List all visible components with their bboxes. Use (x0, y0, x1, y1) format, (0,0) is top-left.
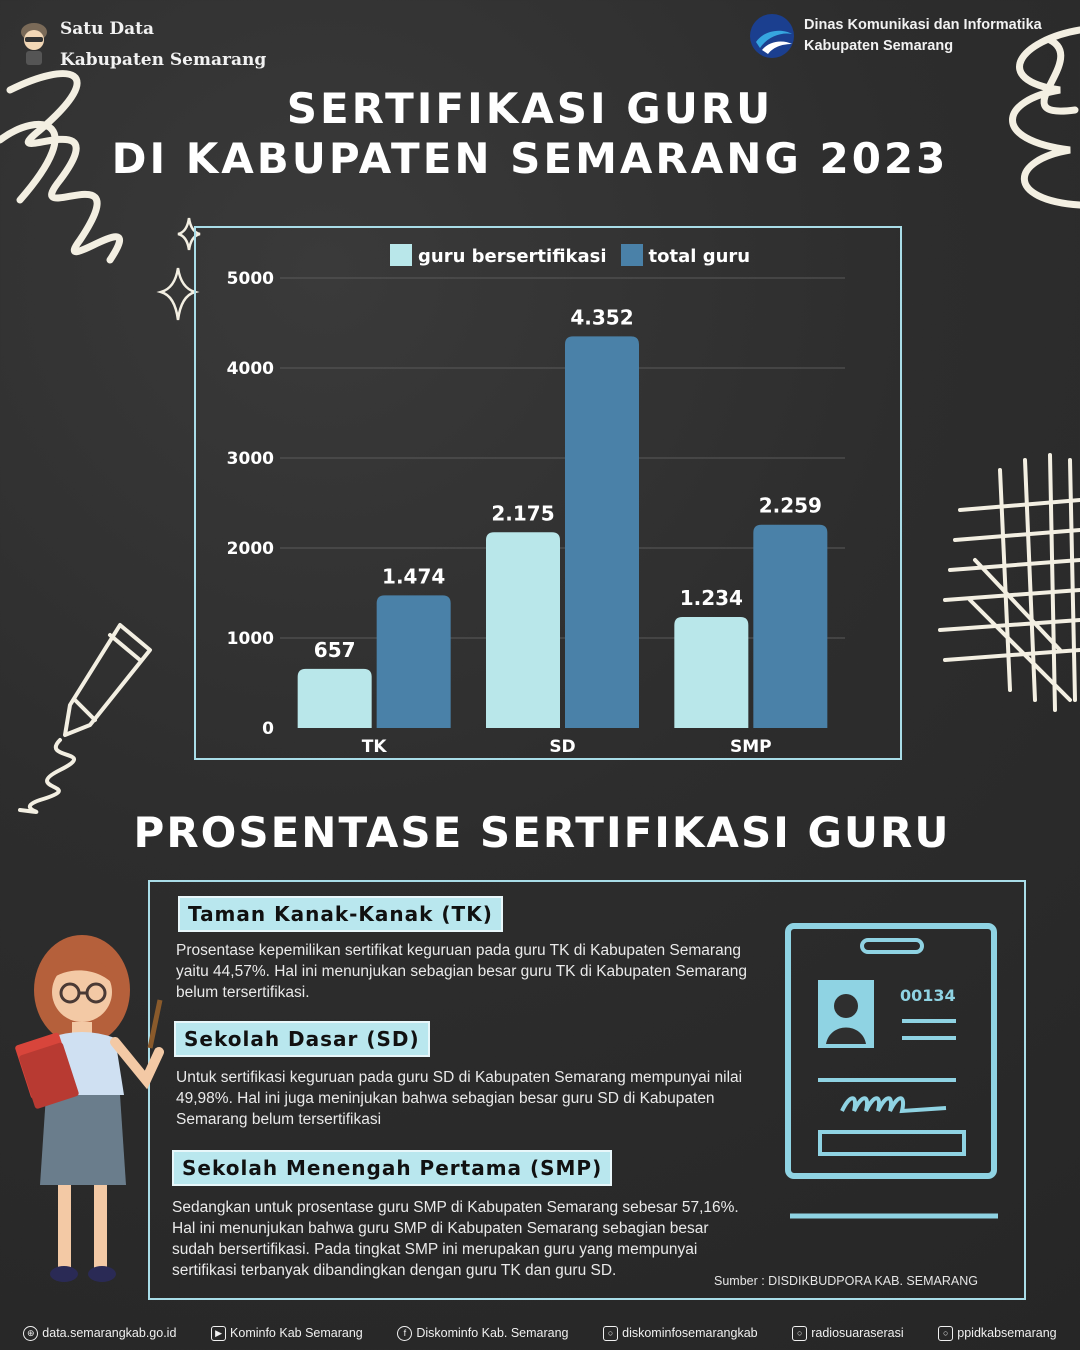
source-note: Sumber : DISDIKBUDPORA KAB. SEMARANG (714, 1274, 978, 1288)
text-sd: Untuk sertifikasi keguruan pada guru SD di Kabupaten Semarang mempunyai nilai 49,98%. Hal ini juga meninjukan bahwa sebagian besar guru SD di Kabupaten Semarang belum tersertifikasi (176, 1069, 743, 1128)
text-tk: Prosentase kepemilikan sertifikat keguruan pada guru TK di Kabupaten Semarang yaitu 44,57%. Hal ini menunjukan sebagian besar guru TK di Kabupaten Semarang belum tersertifikasi. (176, 942, 748, 1001)
heading-smp: Sekolah Menengah Pertama (SMP) (172, 1150, 612, 1186)
instagram-icon: ○ (603, 1326, 618, 1341)
id-card-number: 00134 (900, 986, 956, 1005)
brand-right-line1: Dinas Komunikasi dan Informatika (804, 17, 1042, 33)
heading-tk: Taman Kanak-Kanak (TK) (178, 896, 503, 932)
bar-total-tk (377, 595, 451, 728)
bar-certified-sd (486, 532, 560, 728)
brand-left-line2: Kabupaten Semarang (60, 50, 267, 70)
text-smp: Sedangkan untuk prosentase guru SMP di Kabupaten Semarang sebesar 57,16%. Hal ini menunjukan bahwa guru SMP di Kabupaten Semarang sebagian besar sudah bersertifikasi. Pada tingkat SMP ini merupakan guru yang mempunyai sertifikasi terbanyak dibandingkan dengan guru TK dan guru SD. (172, 1199, 739, 1279)
facebook-icon: f (397, 1326, 412, 1341)
section-title: PROSENTASE SERTIFIKASI GURU (133, 808, 951, 857)
brand-right-line2: Kabupaten Semarang (804, 38, 954, 54)
bar-total-sd (565, 336, 639, 728)
data-label: 2.175 (491, 501, 555, 526)
instagram-icon: ○ (792, 1326, 807, 1341)
y-tick-label: 1000 (226, 629, 274, 649)
bar-certified-tk (298, 669, 372, 728)
data-label: 1.234 (679, 585, 743, 610)
heading-sd: Sekolah Dasar (SD) (174, 1021, 430, 1057)
data-label: 4.352 (570, 305, 634, 330)
data-label: 1.474 (382, 564, 446, 589)
bar-certified-smp (674, 617, 748, 728)
youtube-icon: ▶ (211, 1326, 226, 1341)
x-tick-label: SMP (730, 737, 772, 757)
y-tick-label: 0 (262, 719, 274, 739)
footer-instagram-radio[interactable]: ○ radiosuaraserasi (792, 1326, 903, 1341)
footer-instagram-ppid[interactable]: ○ ppidkabsemarang (938, 1326, 1056, 1341)
footer-youtube[interactable]: ▶ Kominfo Kab Semarang (211, 1326, 363, 1341)
bar-total-smp (753, 525, 827, 728)
x-tick-label: SD (549, 737, 576, 757)
teacher-illustration (14, 930, 174, 1300)
y-tick-label: 3000 (226, 449, 274, 469)
legend-label-total: total guru (648, 246, 751, 267)
footer-website[interactable]: ⊕ data.semarangkab.go.id (23, 1326, 176, 1341)
title-line1: SERTIFIKASI GURU (286, 84, 774, 133)
instagram-icon: ○ (938, 1326, 953, 1341)
y-tick-label: 4000 (226, 359, 274, 379)
footer-instagram-diskominfo[interactable]: ○ diskominfosemarangkab (603, 1326, 758, 1341)
data-label: 2.259 (758, 493, 822, 518)
title-line2: DI KABUPATEN SEMARANG 2023 (111, 134, 949, 183)
data-label: 657 (313, 637, 356, 662)
y-tick-label: 2000 (226, 539, 274, 559)
id-card-illustration (780, 918, 1005, 1228)
y-tick-label: 5000 (226, 269, 274, 289)
x-tick-label: TK (361, 737, 387, 757)
footer-facebook[interactable]: f Diskominfo Kab. Semarang (397, 1326, 568, 1341)
brand-left-line1: Satu Data (60, 19, 155, 39)
globe-icon: ⊕ (23, 1326, 38, 1341)
footer (0, 1316, 1080, 1350)
legend-label-certified: guru bersertifikasi (418, 246, 607, 267)
